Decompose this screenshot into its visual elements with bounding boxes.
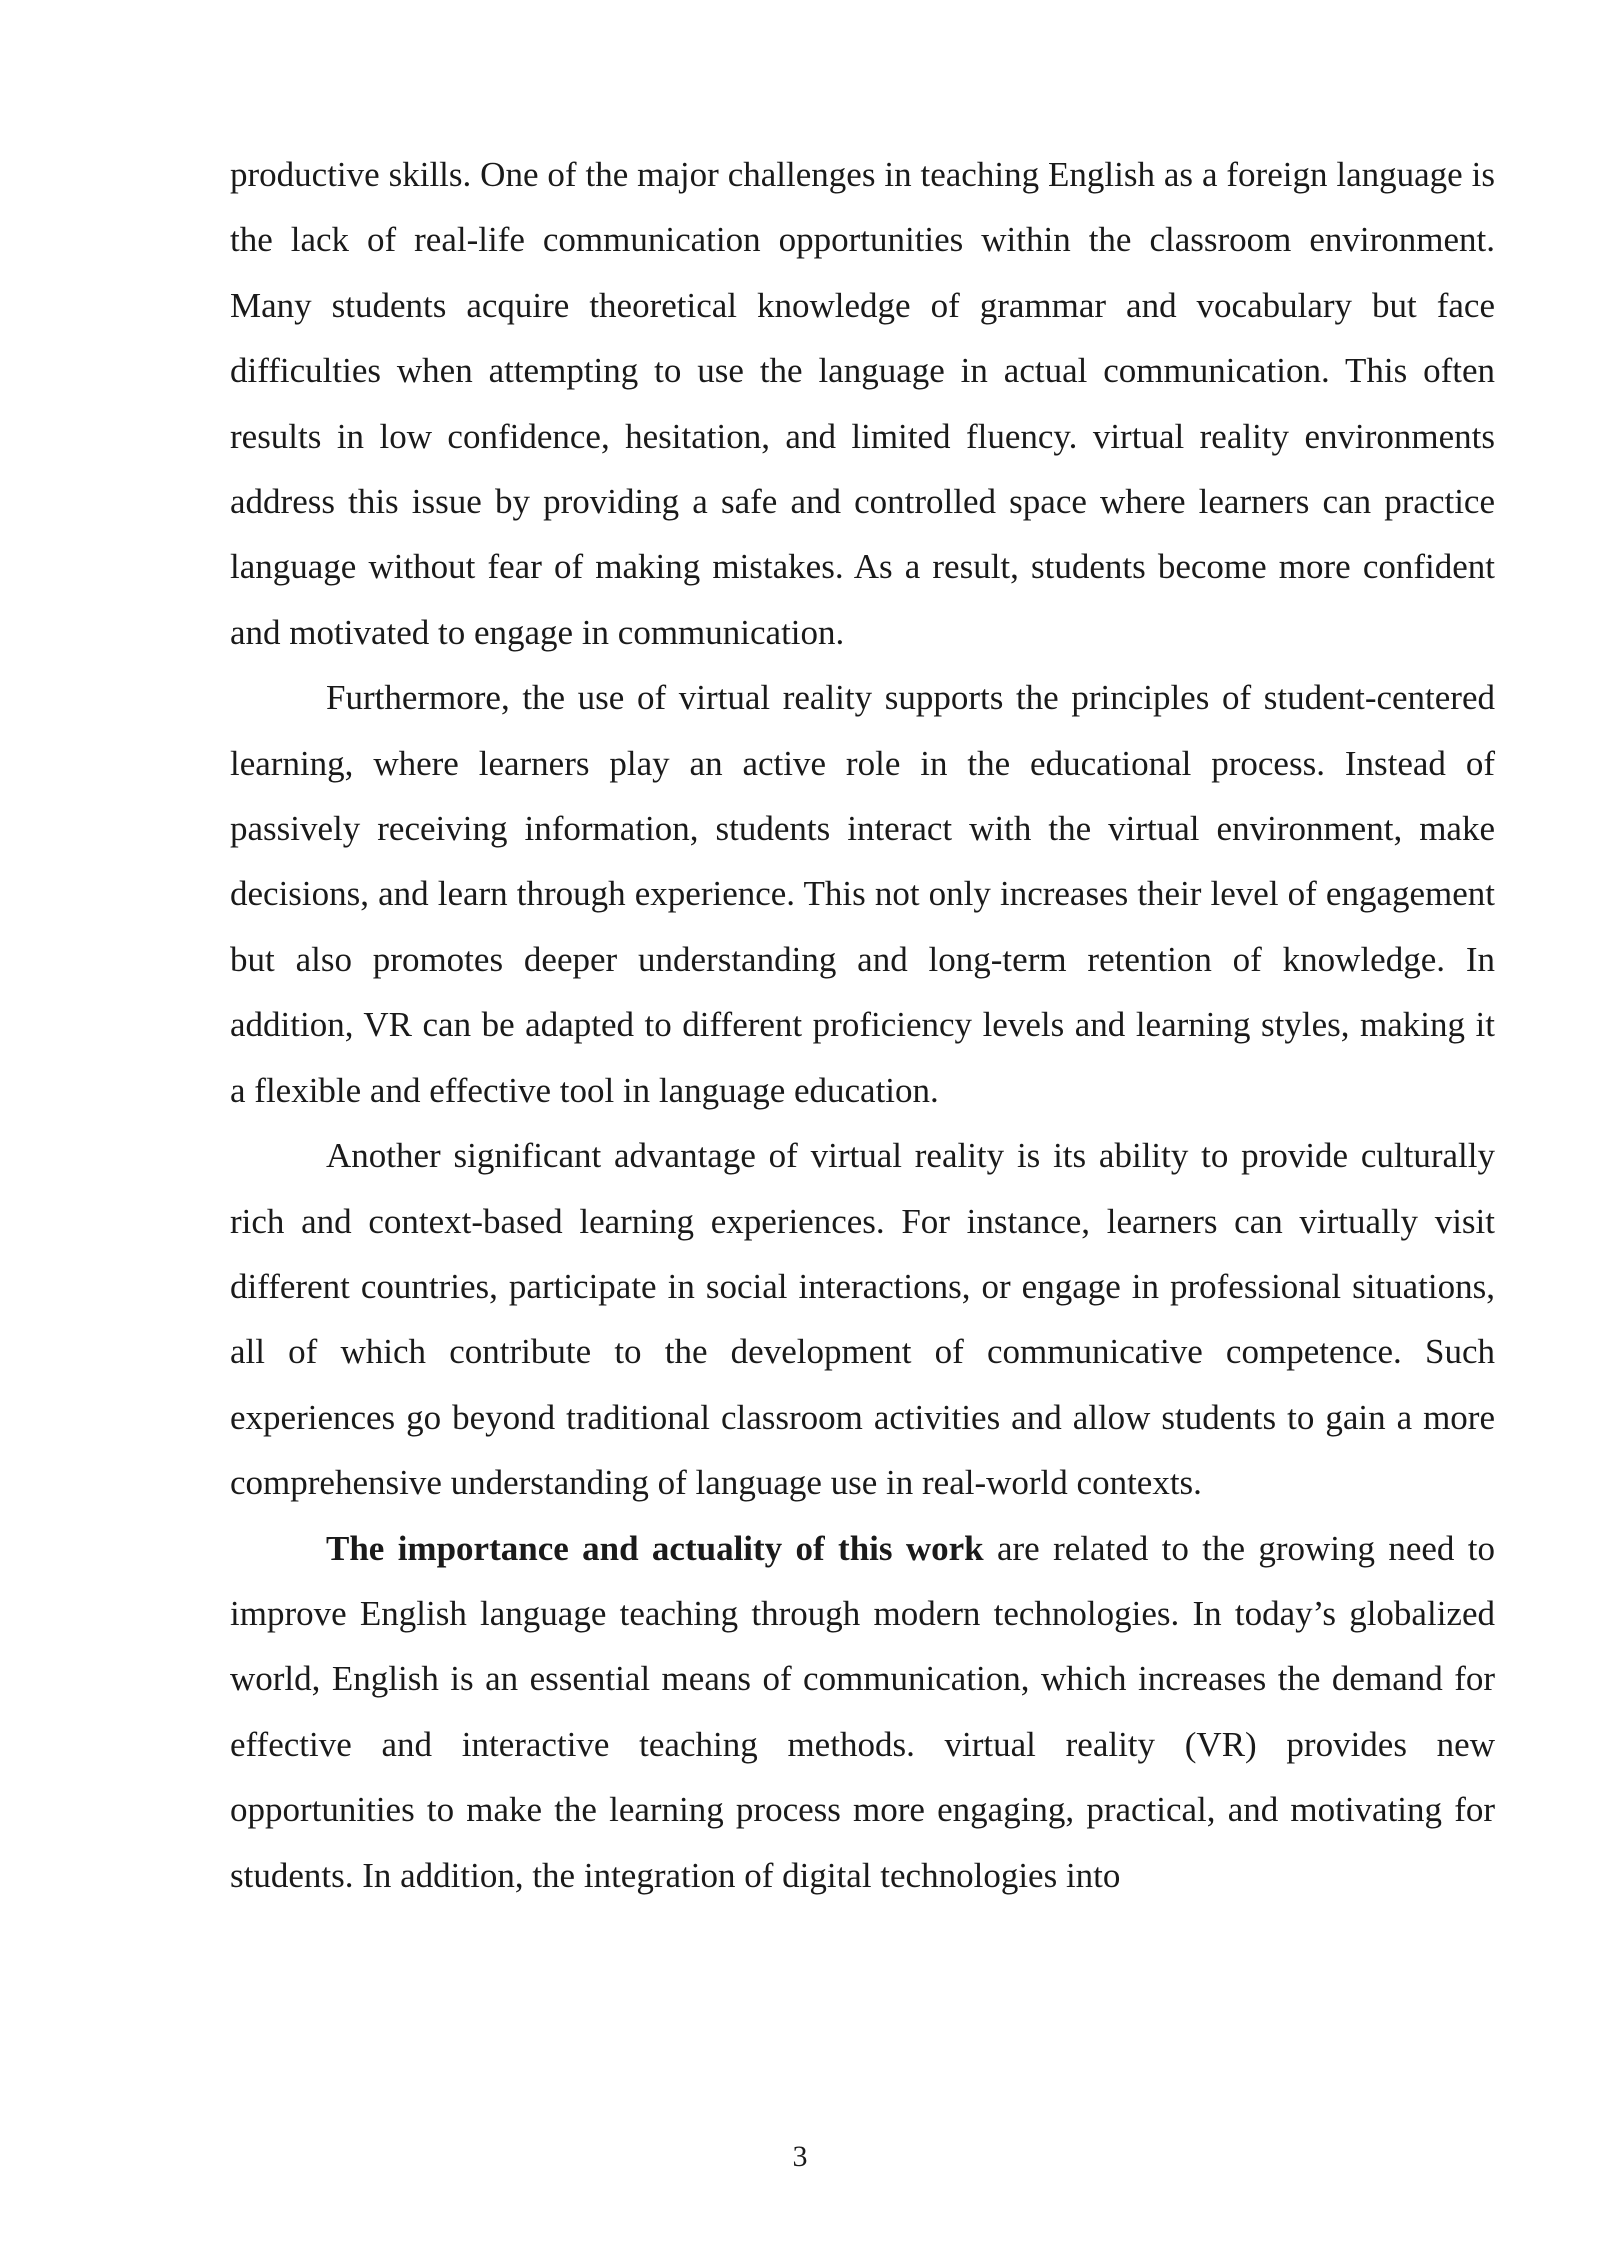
paragraph-2-text: Furthermore, the use of virtual reality supports the principles of student-centered learning, where learners play an active role in the educational process. Instead of passively receiving information, students interact with the virtual environment, make decisions, and learn through experience. This not only increases their level of engagement but also promotes deeper understanding and long-term retention of knowledge. In addition, VR can be adapted to different proficiency levels and learning styles, making it a flexible and effective tool in language education. bbox=[230, 678, 1495, 1110]
paragraph-2 bbox=[230, 665, 1495, 1123]
paragraph-1 bbox=[230, 142, 1495, 665]
paragraph-3-text: Another significant advantage of virtual reality is its ability to provide culturally rich and context-based learning experiences. For instance, learners can virtually visit different countries, participate in social interactions, or engage in professional situations, all of which contribute to the development of communicative competence. Such experiences go beyond traditional classroom activities and allow students to gain a more comprehensive understanding of language use in real-world contexts. bbox=[230, 1136, 1495, 1503]
paragraph-4 bbox=[230, 1516, 1495, 1908]
paragraph-1-text: productive skills. One of the major challenges in teaching English as a foreign language is the lack of real-life communication opportunities within the classroom environment. Many students acquire theoretical knowledge of grammar and vocabulary but face difficulties when attempting to use the language in actual communication. This often results in low confidence, hesitation, and limited fluency. virtual reality environments address this issue by providing a safe and controlled space where learners can practice language without fear of making mistakes. As a result, students become more confident and motivated to engage in communication. bbox=[230, 155, 1495, 652]
paragraph-3 bbox=[230, 1123, 1495, 1515]
paragraph-4-bold-lead: The importance and actuality of this work bbox=[326, 1528, 984, 1568]
body-text bbox=[230, 142, 1495, 1908]
page-number: 3 bbox=[792, 2140, 808, 2173]
paragraph-4-text: are related to the growing need to improve English language teaching through modern technologies. In today’s globalized world, English is an essential means of communication, which increases the demand for effective and interactive teaching methods. virtual reality (VR) provides new opportunities to make the learning process more engaging, practical, and motivating for students. In addition, the integration of digital technologies into bbox=[230, 1528, 1495, 1895]
